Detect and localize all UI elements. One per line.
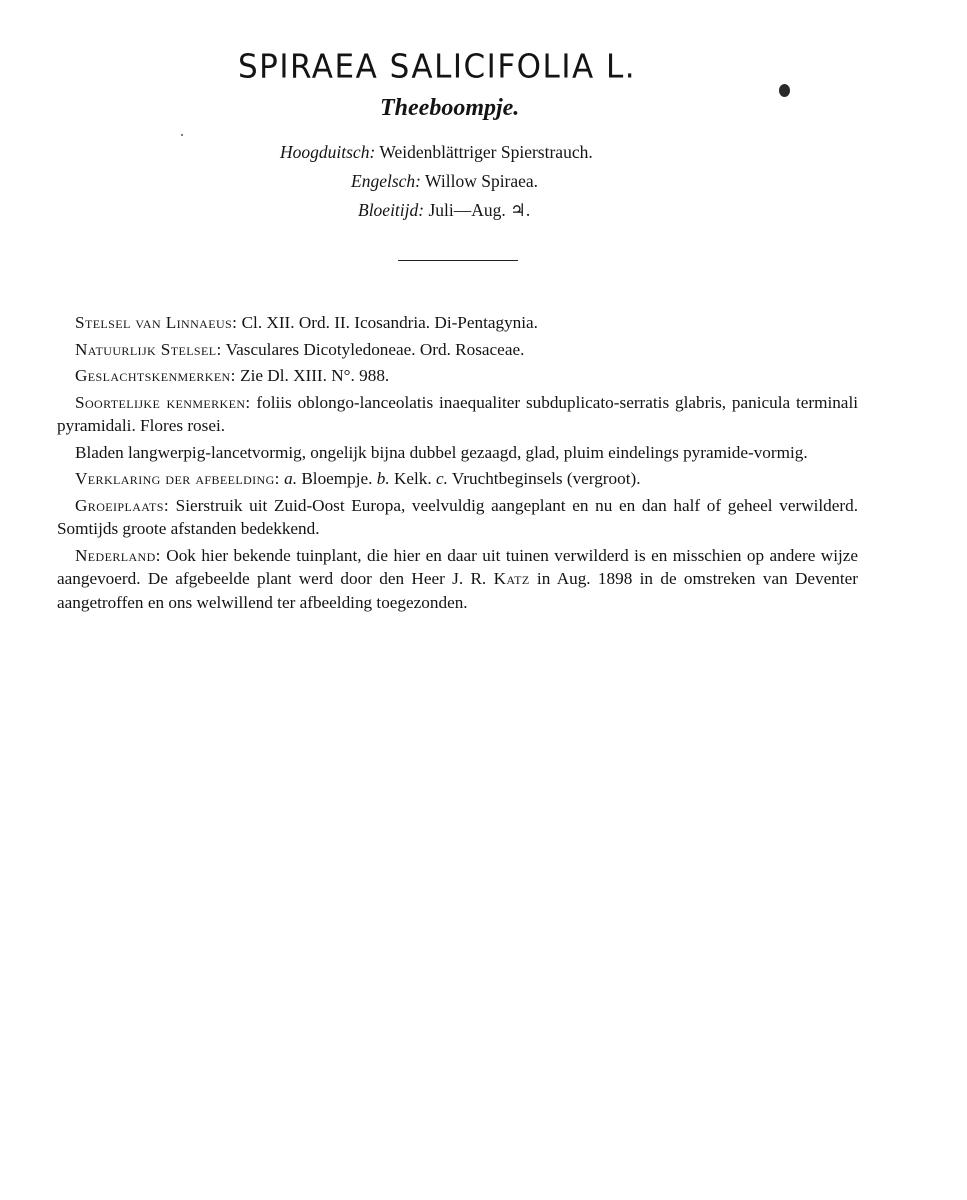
figure-explanation [57, 467, 858, 491]
figure-c-text: Vruchtbeginsels (vergroot). [447, 469, 641, 488]
genus-text: Zie Dl. XIII. N°. 988. [235, 366, 390, 385]
netherlands-occurrence [57, 544, 858, 615]
collector-name: Katz [493, 569, 530, 588]
figure-a-letter: a. [284, 469, 298, 488]
natural-label: Natuurlijk Stelsel: [75, 339, 222, 359]
species-characters [57, 391, 858, 438]
species-dutch-description: Bladen langwerpig-lancetvormig, ongelijk bijna dubbel gezaagd, glad, pluim eindelings pyramide-vormig. [75, 442, 808, 462]
habitat-text: Sierstruik uit Zuid-Oost Europa, veelvuldig aangeplant en nu en dan half of geheel verwilderd. Somtijds groote afstanden bedekkend. [57, 495, 858, 538]
linnaeus-label: Stelsel van Linnaeus: [75, 313, 238, 332]
genus-characters [57, 364, 858, 388]
figure-b-letter: b. [376, 469, 390, 488]
german-name-line [280, 142, 593, 163]
bloom-label: Bloeitijd: [358, 200, 425, 220]
figure-c-letter: c. [435, 469, 448, 488]
ink-dot [181, 134, 183, 136]
genus-label: Geslachtskenmerken: [75, 366, 236, 385]
figure-b-text: Kelk. [389, 469, 436, 488]
natural-system [57, 338, 858, 362]
ink-speck [779, 84, 790, 97]
natural-text: Vasculares Dicotyledoneae. Ord. Rosaceae. [221, 339, 525, 359]
figure-a-text: Bloempje. [297, 469, 377, 488]
linnaeus-system [57, 311, 858, 335]
german-label: Hoogduitsch: [280, 142, 376, 162]
netherlands-text-2: in Aug. 1898 in de omstreken van Deventer aangetroffen en ons welwillend ter afbeelding toegezonden. [57, 569, 859, 612]
english-name-line [351, 171, 538, 192]
description-body [57, 311, 858, 617]
bloom-time-line [358, 200, 530, 221]
linnaeus-text: Cl. XII. Ord. II. Icosandria. Di-Pentagynia. [237, 313, 538, 332]
species-text: foliis oblongo-lanceolatis inaequaliter subduplicato-serratis glabris, panicula terminali pyramidali. Flores rosei. [57, 392, 858, 435]
species-title: SPIRAEA SALICIFOLIA L. [238, 48, 637, 87]
habitat [57, 494, 858, 541]
bloom-time: Juli—Aug. ♃. [428, 200, 531, 220]
german-name: Weidenblättriger Spierstrauch. [379, 142, 593, 162]
species-label: Soortelijke kenmerken: [75, 392, 251, 412]
habitat-label: Groeiplaats: [75, 495, 169, 515]
netherlands-label: Nederland: [75, 545, 161, 565]
english-name: Willow Spiraea. [425, 171, 539, 191]
dutch-common-name: Theeboompje. [380, 95, 520, 121]
figure-label: Verklaring der afbeelding: [75, 469, 280, 488]
netherlands-text: Ook hier bekende tuinplant, die hier en daar uit tuinen verwilderd is en misschien op andere wijze aangevoerd. De afgebeelde plant werd door den Heer J. R. [57, 545, 858, 588]
section-divider [398, 260, 518, 261]
english-label: Engelsch: [351, 171, 421, 191]
